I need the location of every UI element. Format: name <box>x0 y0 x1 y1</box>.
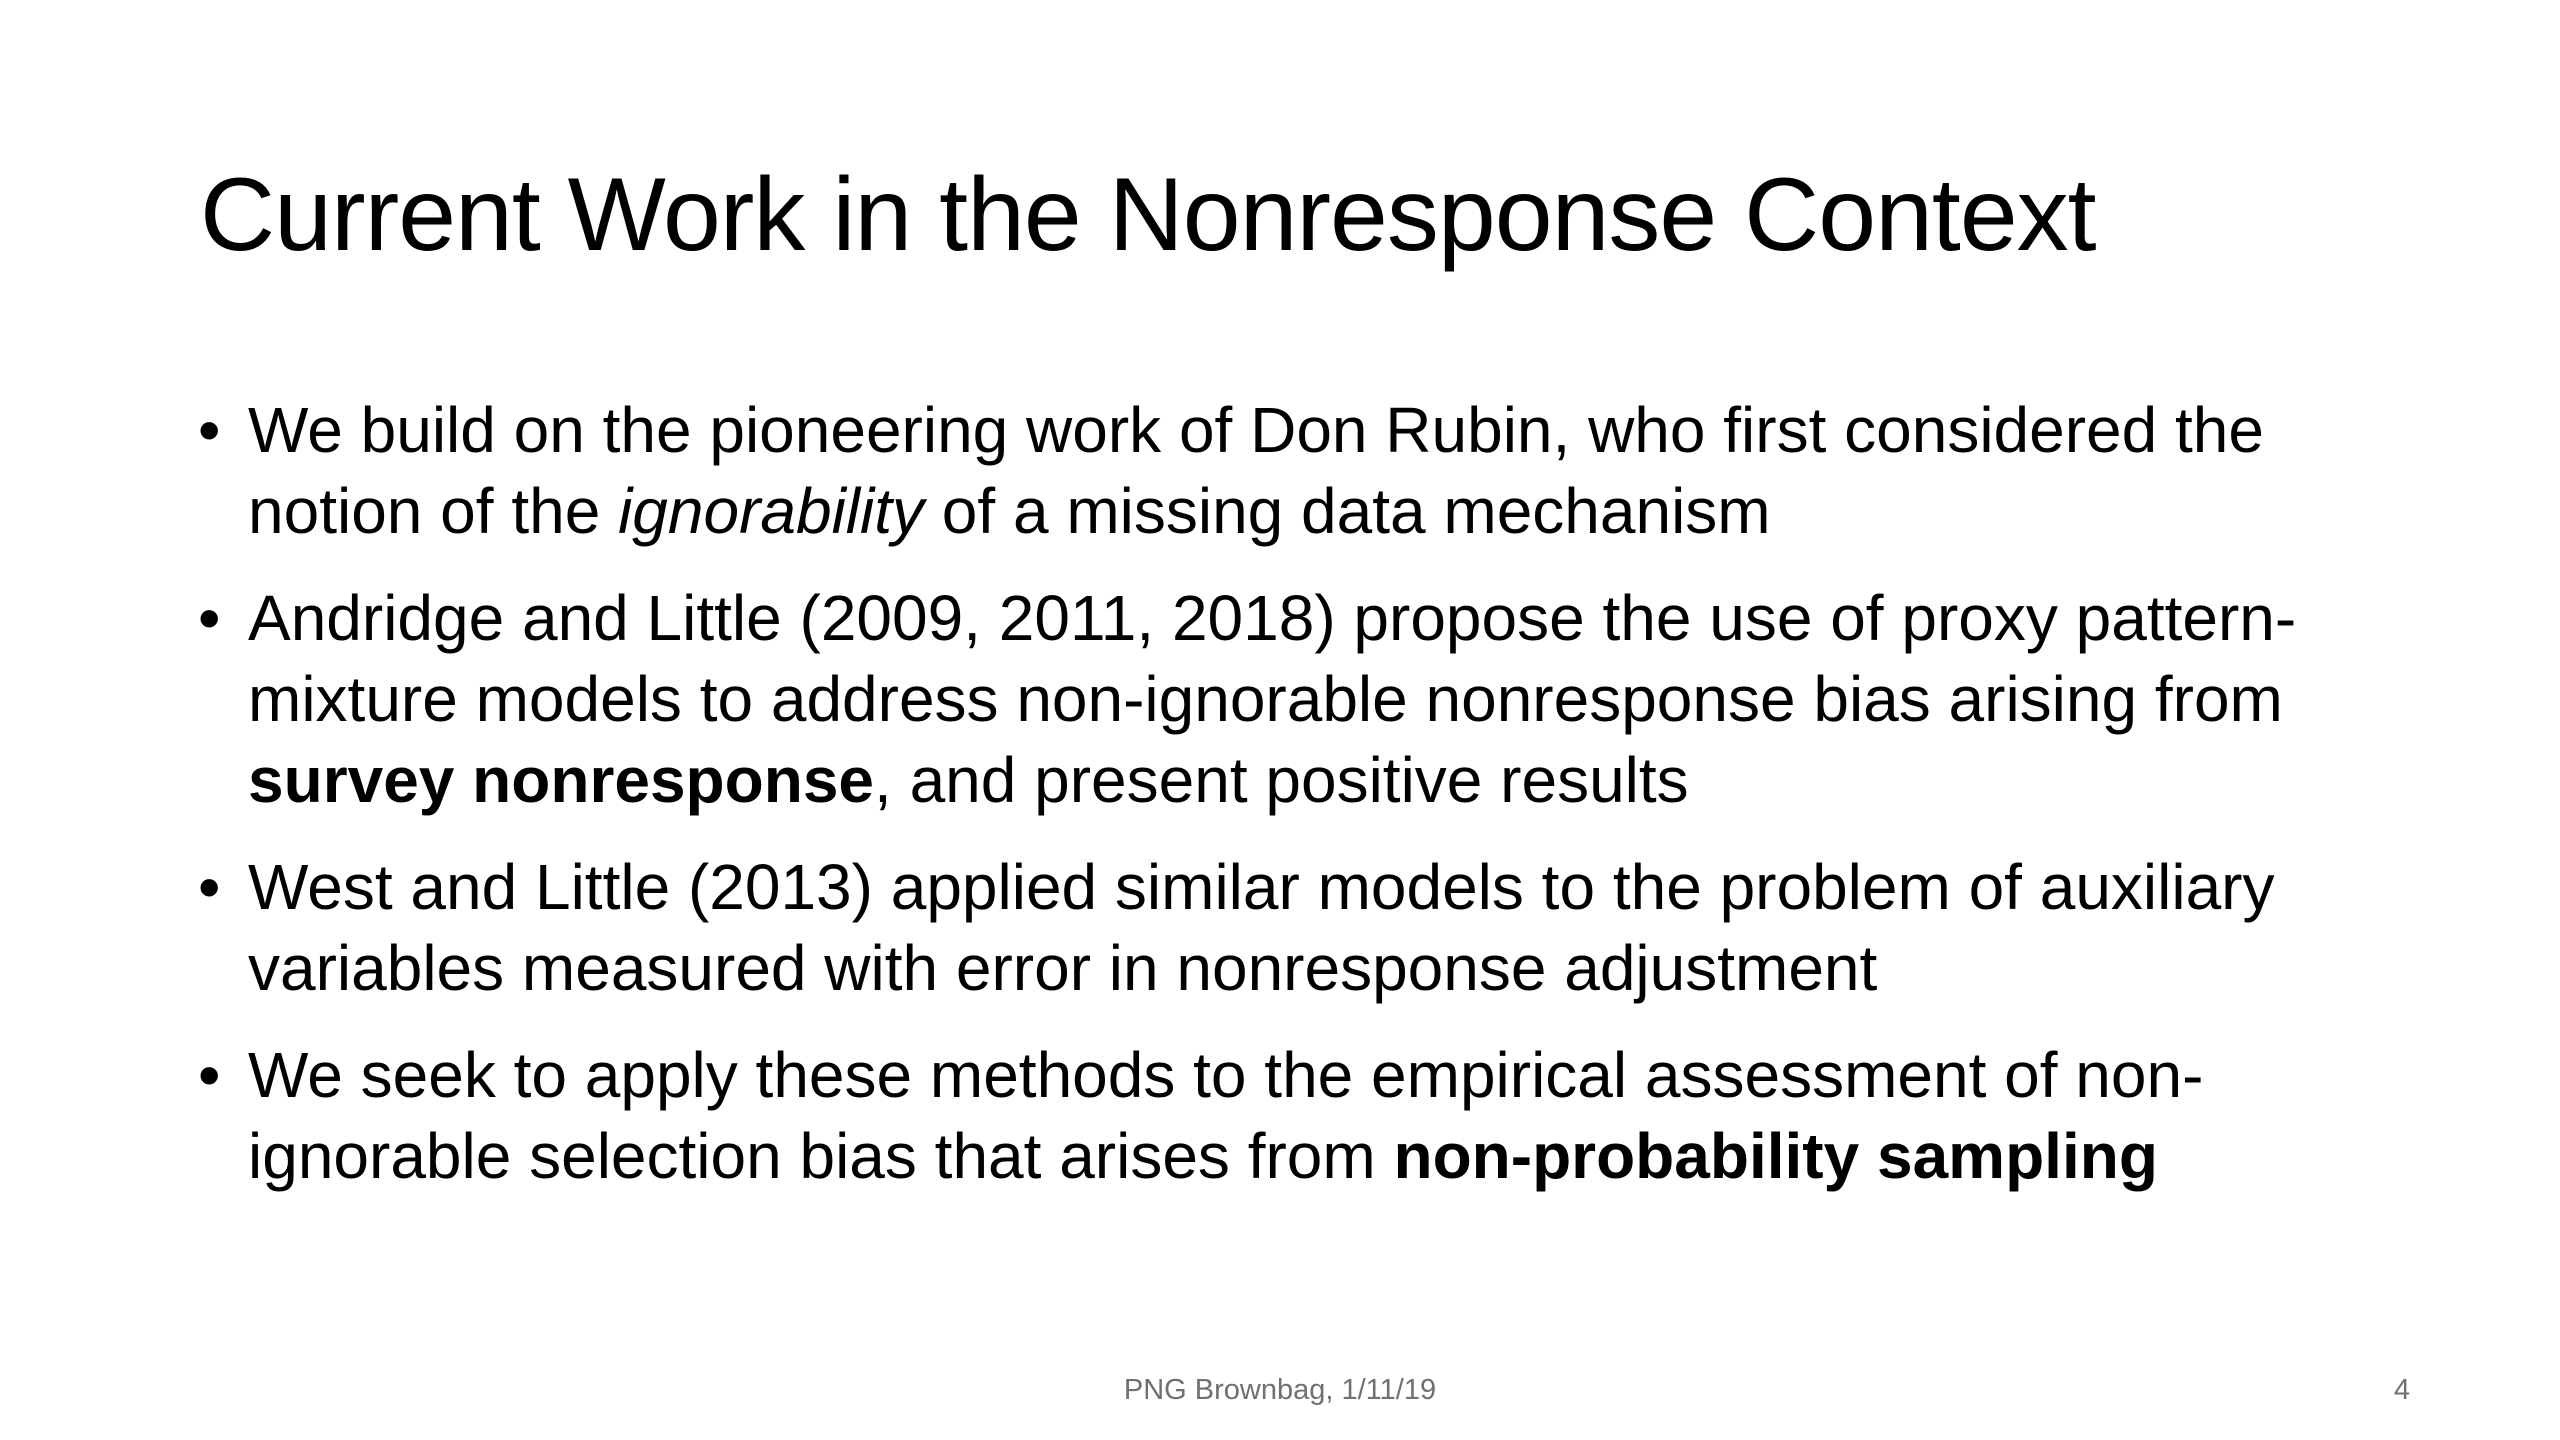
slide-number: 4 <box>2393 1374 2410 1406</box>
bullet-text-italic: ignorability <box>618 475 924 547</box>
bullet-marker: • <box>198 394 221 466</box>
bullet-text <box>248 851 2274 1004</box>
bullet-item <box>198 390 2398 552</box>
slide-footer: PNG Brownbag, 1/11/19 <box>1123 1374 1437 1406</box>
bullet-text-bold: non-probability sampling <box>1393 1120 2158 1192</box>
bullet-item <box>198 847 2398 1009</box>
slide-title: Current Work in the Nonresponse Context <box>200 157 2096 273</box>
bullet-text-bold: survey nonresponse <box>248 744 874 816</box>
bullet-marker: • <box>198 1039 221 1111</box>
bullet-text <box>248 394 2264 547</box>
bullet-text-segment: Andridge and Little (2009, 2011, 2018) propose the use of proxy pattern-mixture models to address non-ignorable nonresponse bias arising from <box>248 582 2297 735</box>
bullet-list <box>198 390 2398 1223</box>
bullet-text-segment: , and present positive results <box>874 744 1689 816</box>
bullet-text <box>248 582 2296 816</box>
bullet-item <box>198 1035 2398 1197</box>
bullet-text-segment: West and Little (2013) applied similar models to the problem of auxiliary variables measured with error in nonresponse adjustment <box>248 851 2275 1004</box>
bullet-item <box>198 578 2398 821</box>
bullet-marker: • <box>198 851 221 923</box>
bullet-text-segment: We seek to apply these methods to the empirical assessment of non-ignorable selection bias that arises from <box>248 1039 2204 1192</box>
bullet-text-segment: We build on the pioneering work of Don Rubin, who first considered the notion of the <box>248 394 2264 547</box>
bullet-text-segment: of a missing data mechanism <box>924 475 1771 547</box>
bullet-marker: • <box>198 582 221 654</box>
bullet-text <box>248 1039 2203 1192</box>
